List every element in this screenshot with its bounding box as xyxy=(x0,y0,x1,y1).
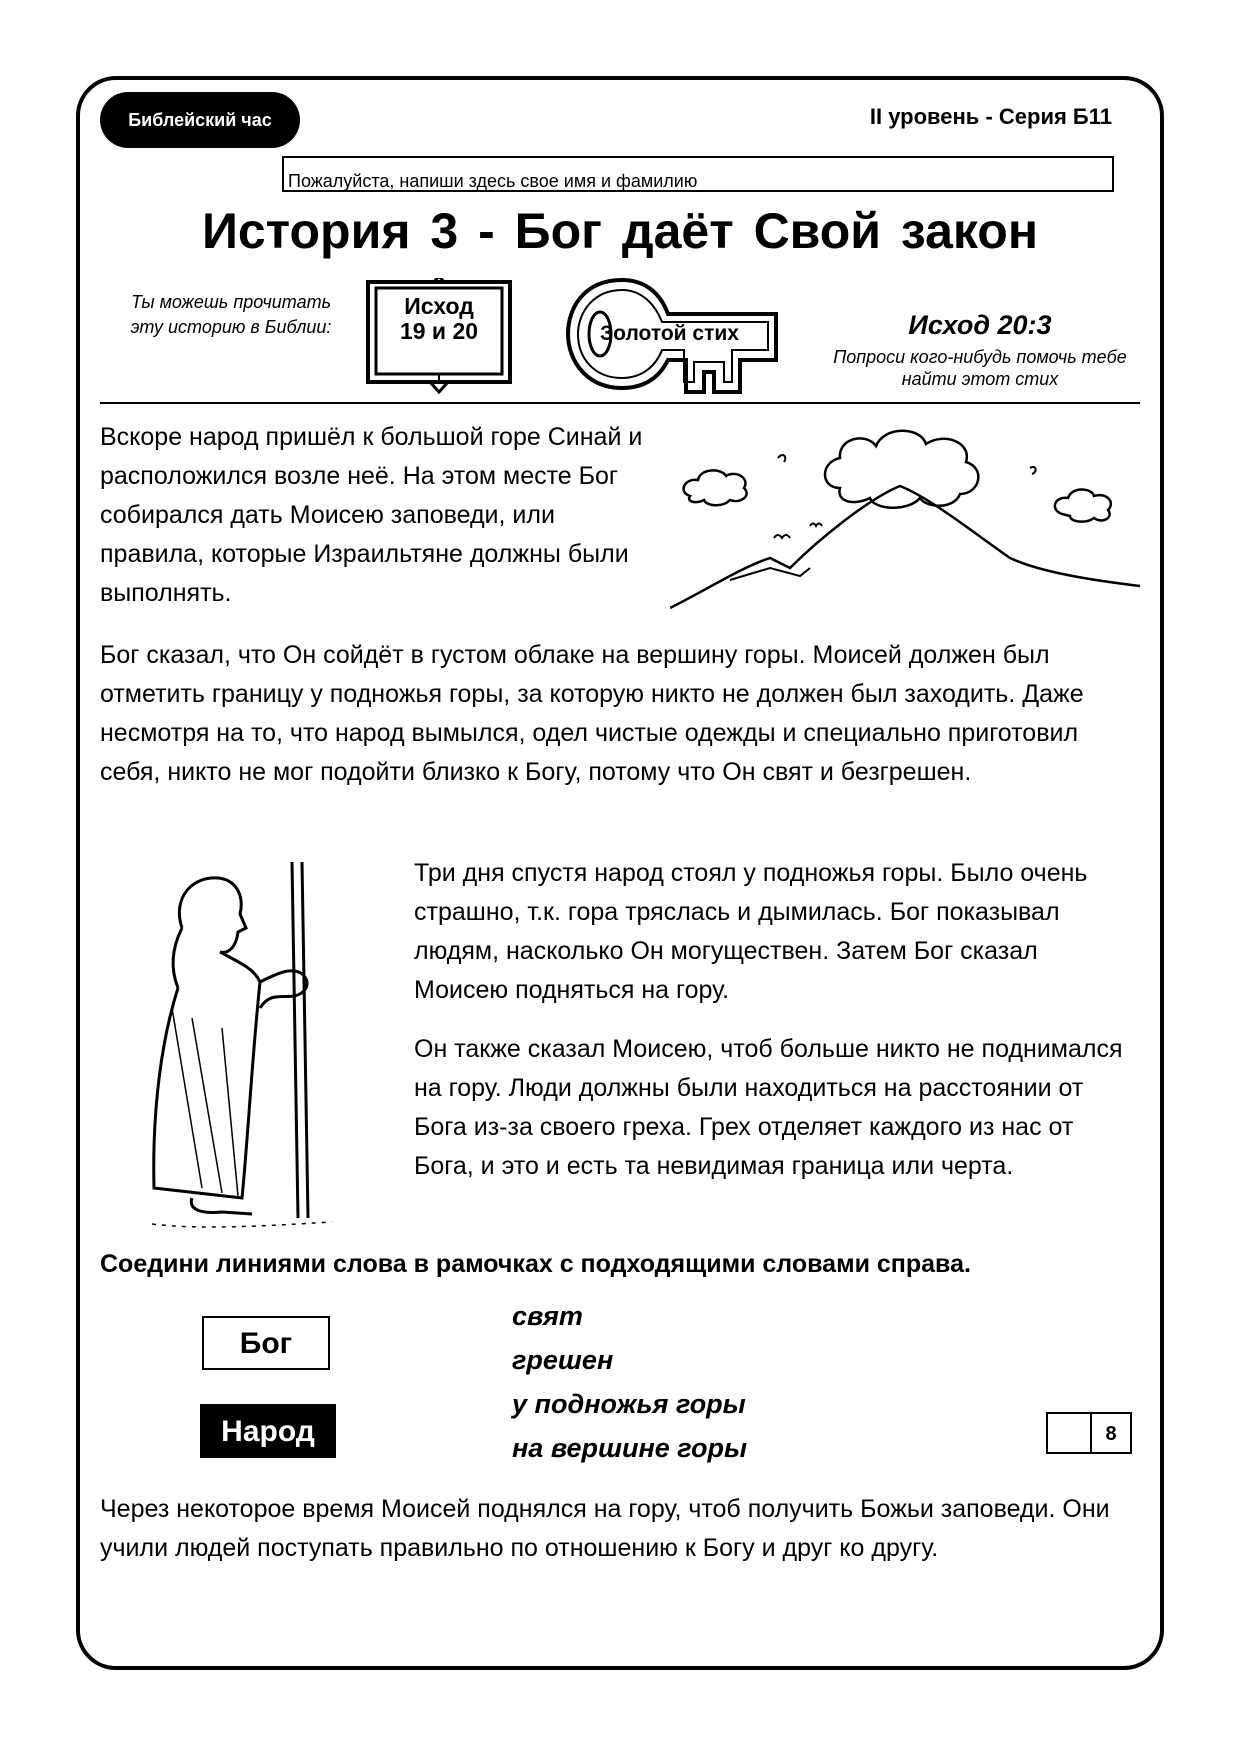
page-number: 8 xyxy=(1105,1423,1117,1445)
exercise-instruction: Соедини линиями слова в рамочках с подходящими словами справа. xyxy=(100,1250,971,1278)
verse-hint: Попроси кого-нибудь помочь тебе найти этот стих xyxy=(833,347,1127,389)
name-field[interactable] xyxy=(282,156,1114,192)
book-name: Исход xyxy=(404,293,474,319)
score-blank[interactable] xyxy=(1048,1414,1092,1452)
match-option[interactable]: у подножья горы xyxy=(512,1389,746,1419)
match-word-people[interactable]: Народ xyxy=(200,1404,336,1458)
match-option[interactable]: грешен xyxy=(512,1345,614,1375)
mountain-sinai-illustration xyxy=(670,418,1140,618)
match-word-god[interactable]: Бог xyxy=(202,1316,330,1370)
level-label: II уровень - Серия Б11 xyxy=(869,104,1112,129)
match-option[interactable]: свят xyxy=(512,1301,583,1331)
moses-illustration xyxy=(142,858,342,1238)
book-chapters: 19 и 20 xyxy=(399,318,479,344)
match-option[interactable]: на вершине горы xyxy=(512,1433,748,1463)
story-paragraph-5: Через некоторое время Моисей поднялся на гору, чтоб получить Божьи заповеди. Они учили людей поступать правильно по отношению к Богу и друг ко другу. xyxy=(100,1495,1110,1562)
series-badge: Библейский час xyxy=(100,92,300,148)
story-paragraph-1: Вскоре народ пришёл к большой горе Синай и расположился возле неё. На этом месте Бог собирался дать Моисею заповеди, или правила, которые Израильтяне должны были выполнять. xyxy=(100,423,643,607)
page-title: История 3 - Бог даёт Свой закон xyxy=(201,203,1039,259)
story-paragraph-3: Три дня спустя народ стоял у подножья горы. Было очень страшно, т.к. гора тряслась и дымилась. Бог показывал людям, насколько Он могуществен. Затем Бог сказал Моисею подняться на гору. xyxy=(414,859,1088,1004)
reading-hint: Ты можешь прочитать эту историю в Библии: xyxy=(130,292,332,337)
name-field-prompt: Пожалуйста, напиши здесь свое имя и фамилию xyxy=(288,171,698,191)
book-reference xyxy=(374,294,504,344)
golden-verse-label: Золотой стих xyxy=(600,322,739,345)
story-paragraph-2: Бог сказал, что Он сойдёт в густом облаке на вершину горы. Моисей должен был отметить границу у подножья горы, за которую никто не должен был заходить. Даже несмотря на то, что народ вымылся, одел чистые одежды и специально приготовил себя, никто не мог подойти близко к Богу, потому что Он свят и безгрешен. xyxy=(100,641,1084,786)
score-box xyxy=(1046,1412,1132,1454)
header-divider xyxy=(100,402,1140,404)
verse-reference: Исход 20:3 xyxy=(908,310,1052,340)
story-paragraph-4: Он также сказал Моисею, чтоб больше никто не поднимался на гору. Люди должны были находиться на расстоянии от Бога из-за своего греха. Грех отделяет каждого из нас от Бога, и это и есть та невидимая граница или черта. xyxy=(414,1035,1123,1180)
match-options xyxy=(512,1294,747,1470)
